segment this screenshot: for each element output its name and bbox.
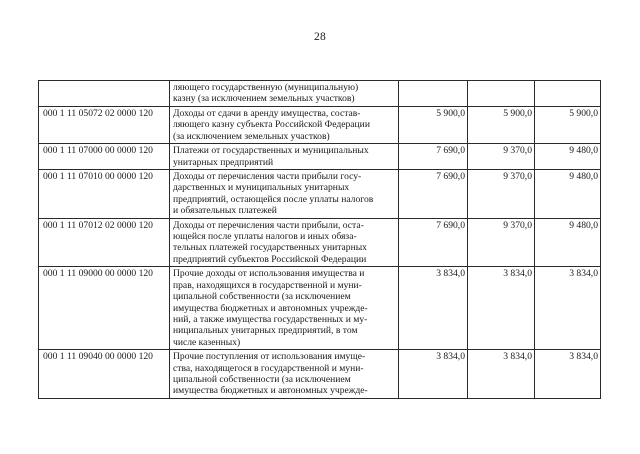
amount-cell-year-1: 7 690,0	[399, 170, 468, 219]
amount-cell-year-1: 5 900,0	[399, 107, 468, 144]
description-line: имущества бюджетных и автономных учрежде-	[173, 302, 368, 314]
description-line: унитарных предприятий	[173, 156, 274, 168]
description-line: ляющего государственную (муниципальную)	[173, 82, 359, 93]
description-line: ний, а также имущества государственных и му-	[173, 313, 368, 325]
classification-code-cell	[39, 81, 170, 107]
description-line: предприятий, остающейся после уплаты налогов	[173, 193, 374, 205]
classification-code-cell: 000 1 11 07010 00 0000 120	[39, 170, 170, 219]
table-body	[39, 81, 601, 399]
amount-cell-year-3: 9 480,0	[535, 218, 601, 267]
classification-code-cell: 000 1 11 09040 00 0000 120	[39, 350, 170, 399]
classification-code-cell: 000 1 11 09000 00 0000 120	[39, 267, 170, 350]
description-line: Доходы от перечисления части прибыли госу-	[173, 171, 362, 183]
description-line: ниципальных унитарных предприятий, в том	[173, 325, 358, 337]
description-line: тельных платежей государственных унитарных	[173, 242, 367, 254]
revenue-description-cell	[170, 350, 399, 399]
table-row	[39, 107, 601, 144]
revenue-description-cell	[170, 144, 399, 170]
amount-cell-year-2: 9 370,0	[468, 144, 535, 170]
amount-cell-year-2: 3 834,0	[468, 350, 535, 399]
budget-revenue-table	[38, 80, 601, 399]
amount-cell-year-3: 3 834,0	[535, 267, 601, 350]
description-line: Платежи от государственных и муниципальных	[173, 145, 369, 157]
description-line: предприятий субъектов Российской Федерации	[173, 253, 367, 265]
amount-cell-year-3: 5 900,0	[535, 107, 601, 144]
description-line: ющейся после уплаты налогов и иных обяза-	[173, 231, 357, 243]
classification-code-cell: 000 1 11 05072 02 0000 120	[39, 107, 170, 144]
description-line: и обязательных платежей	[173, 205, 277, 217]
amount-cell-year-3: 9 480,0	[535, 144, 601, 170]
table-row	[39, 350, 601, 399]
table-row	[39, 144, 601, 170]
description-line: Доходы от сдачи в аренду имущества, состав-	[173, 108, 361, 119]
description-line: Прочие доходы от использования имущества и	[173, 268, 365, 280]
amount-cell-year-1: 3 834,0	[399, 350, 468, 399]
table-row	[39, 218, 601, 267]
amount-cell-year-3: 3 834,0	[535, 350, 601, 399]
amount-cell-year-1: 7 690,0	[399, 144, 468, 170]
description-line: прав, находящихся в государственной и муни-	[173, 279, 362, 291]
amount-cell-year-3	[535, 81, 601, 107]
amount-cell-year-2	[468, 81, 535, 107]
revenue-description-cell	[170, 267, 399, 350]
description-line: казну (за исключением земельных участков)	[173, 93, 355, 105]
revenue-description-cell	[170, 170, 399, 219]
amount-cell-year-2: 9 370,0	[468, 218, 535, 267]
description-line: Прочие поступления от использования имуще-	[173, 351, 366, 363]
revenue-description-cell	[170, 107, 399, 144]
amount-cell-year-2: 3 834,0	[468, 267, 535, 350]
description-line: Доходы от перечисления части прибыли, оста-	[173, 219, 364, 231]
revenue-description-cell	[170, 81, 399, 107]
amount-cell-year-1: 7 690,0	[399, 218, 468, 267]
table-row	[39, 170, 601, 219]
amount-cell-year-3: 9 480,0	[535, 170, 601, 219]
description-line: ципальной собственности (за исключением	[173, 291, 351, 303]
classification-code-cell: 000 1 11 07000 00 0000 120	[39, 144, 170, 170]
amount-cell-year-1: 3 834,0	[399, 267, 468, 350]
classification-code-cell: 000 1 11 07012 02 0000 120	[39, 218, 170, 267]
table-row	[39, 81, 601, 107]
description-line: ляющего казну субъекта Российской Федерации	[173, 119, 370, 131]
description-line: (за исключением земельных участков)	[173, 130, 330, 142]
amount-cell-year-2: 5 900,0	[468, 107, 535, 144]
description-line: дарственных и муниципальных унитарных	[173, 182, 350, 194]
table-row	[39, 267, 601, 350]
description-line: ципальной собственности (за исключением	[173, 373, 351, 385]
description-line: ства, находящегося в государственной и муни-	[173, 362, 364, 374]
amount-cell-year-2: 9 370,0	[468, 170, 535, 219]
description-line: имущества бюджетных и автономных учрежде-	[173, 385, 368, 397]
revenue-description-cell	[170, 218, 399, 267]
amount-cell-year-1	[399, 81, 468, 107]
description-line: числе казенных)	[173, 336, 241, 348]
page-number: 28	[314, 31, 326, 43]
